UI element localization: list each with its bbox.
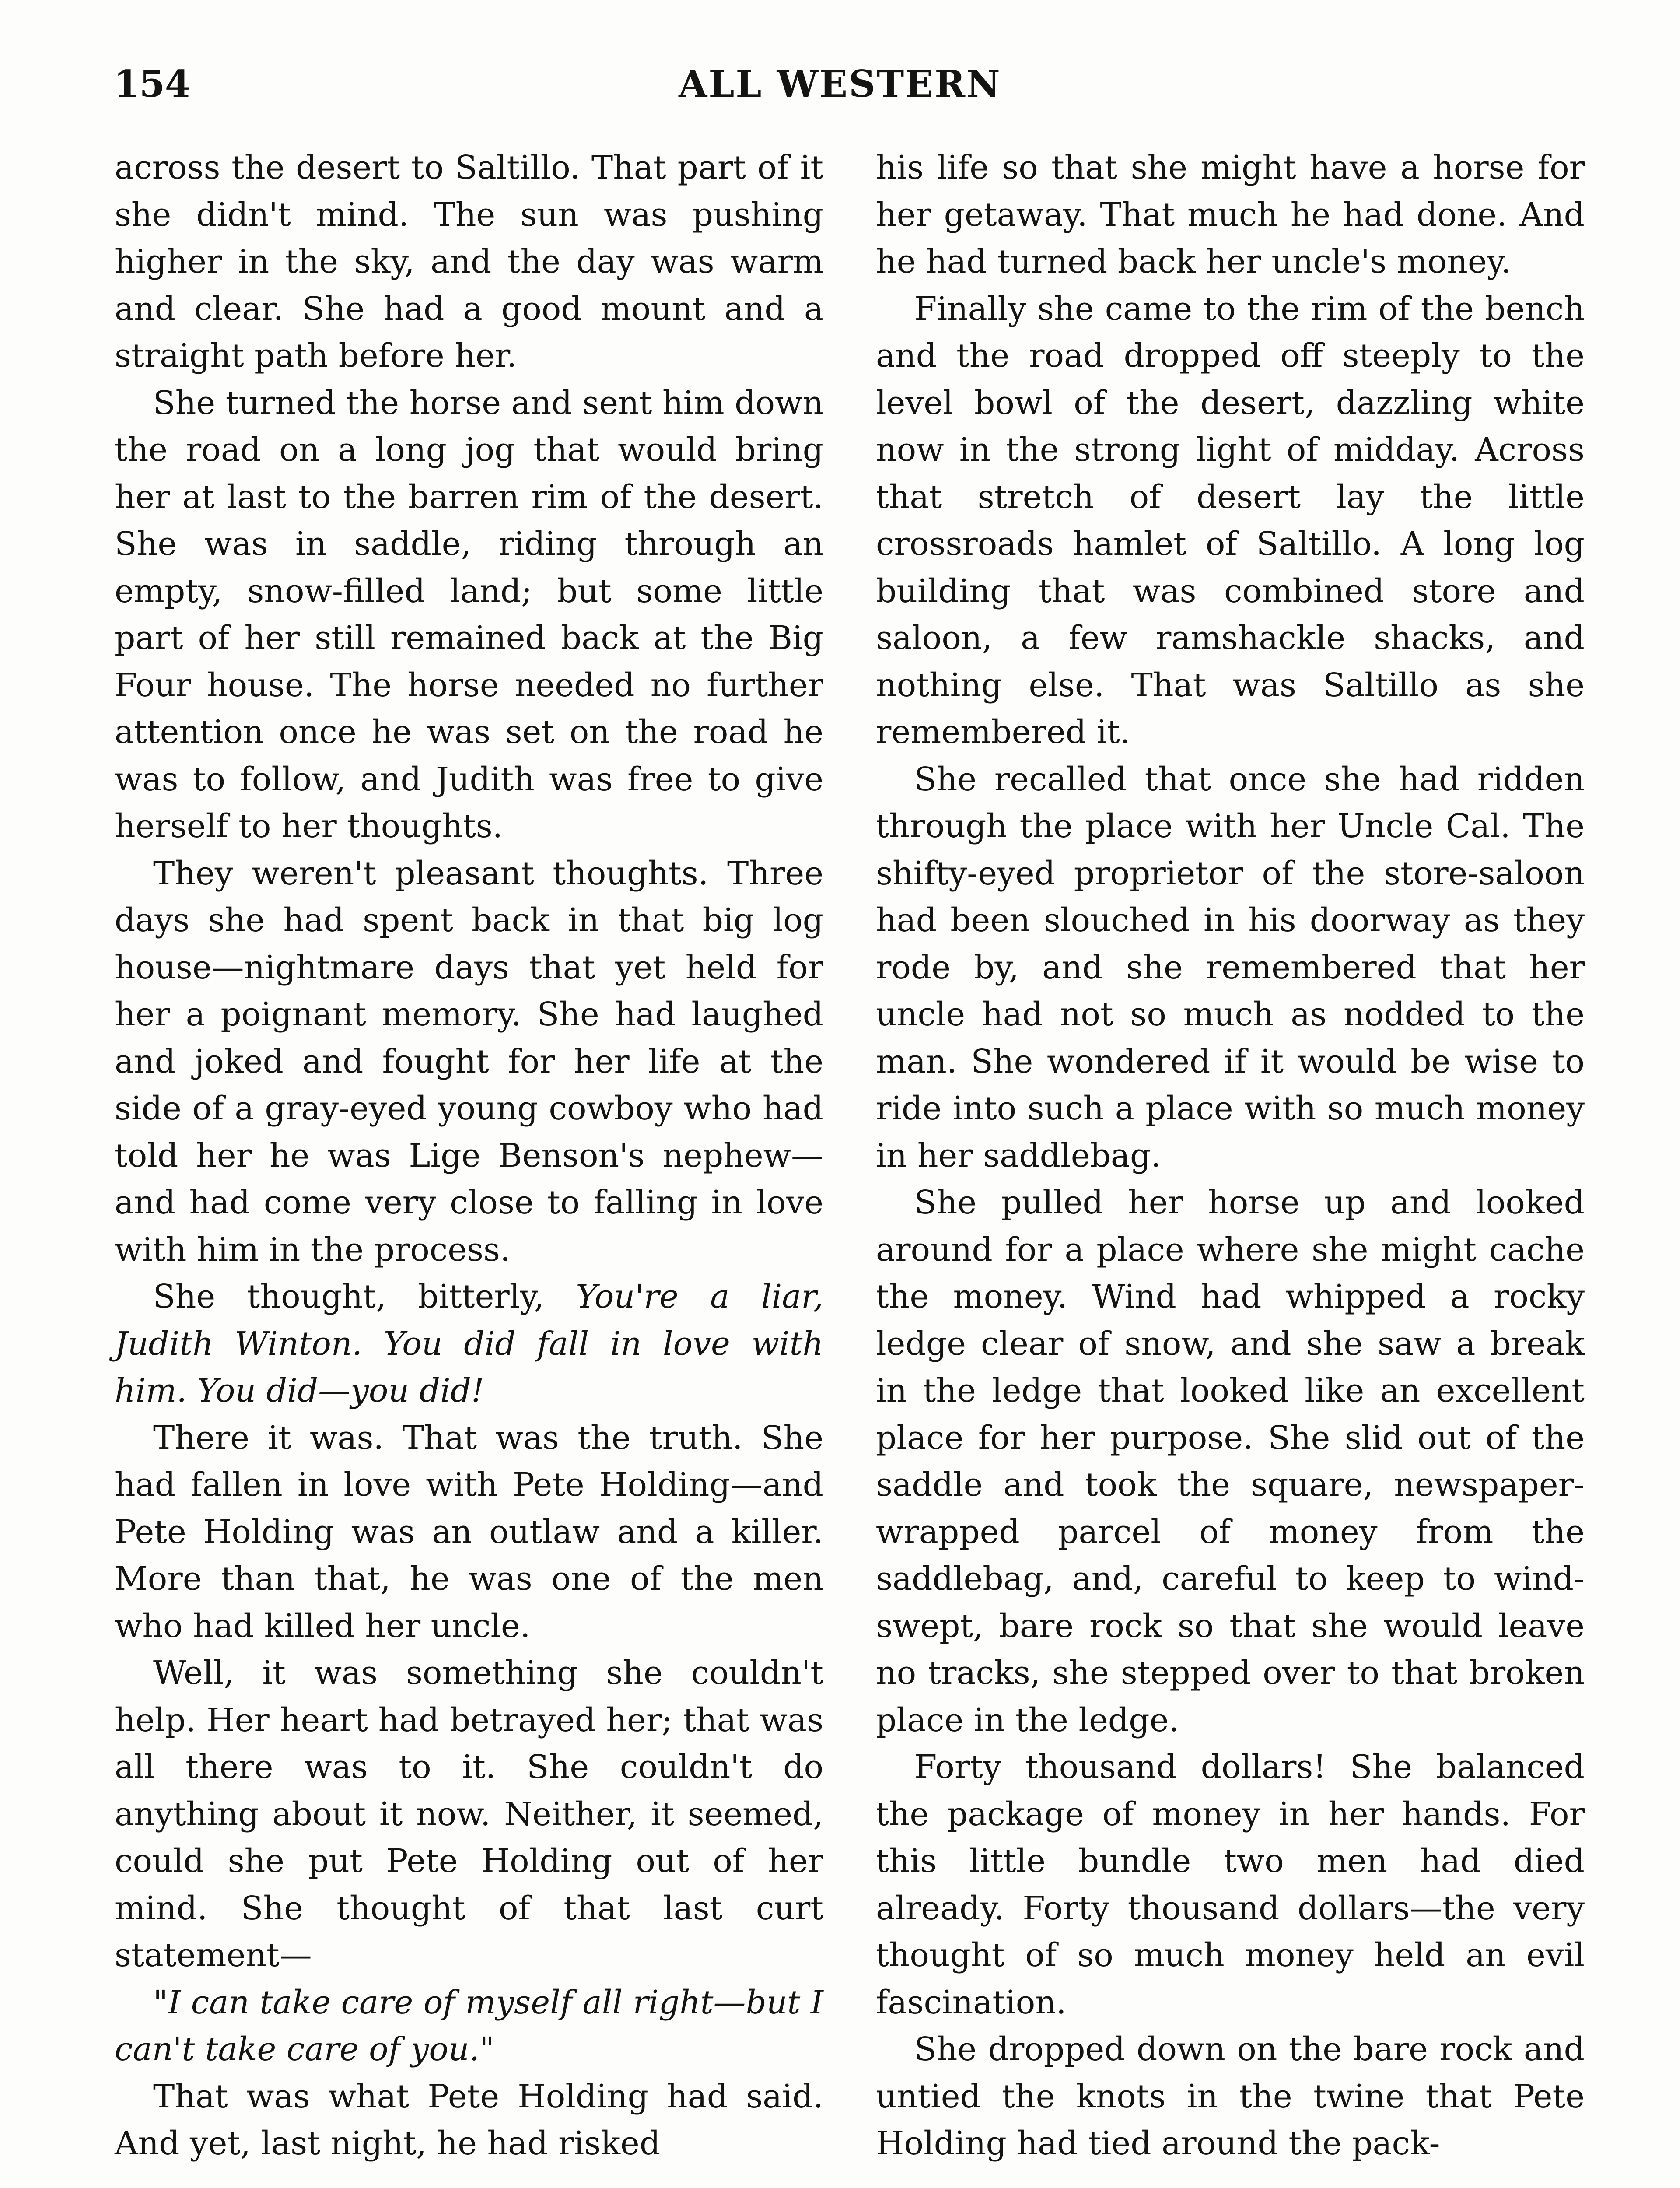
right-column [876,144,1585,2167]
paragraph: There it was. That was the truth. She had fallen in love with Pete Holding—and Pete Holding was an outlaw and a killer. More than that, he was one of the men who had killed her uncle. [115,1419,823,1645]
italic-quote: "I can take care of myself all right—but I can't take care of you." [115,1983,823,2068]
page-number: 154 [114,62,191,105]
paragraph: She pulled her horse up and looked around for a place where she might cache the money. Wind had whipped a rocky ledge clear of snow, and she saw a break in the ledge that looked like an excellent place for her purpose. She slid out of the saddle and took the square, newspaper-wrapped parcel of money from the saddlebag, and, careful to keep to wind-swept, bare rock so that she would leave no tracks, she stepped over to that broken place in the ledge. [876,1184,1585,1739]
paragraph: Forty thousand dollars! She balanced the package of money in her hands. For this little bundle two men had died already. Forty thousand dollars—the very thought of so much money held an evil fascination. [876,1748,1585,2021]
paragraph: across the desert to Saltillo. That part of it she didn't mind. The sun was pushing higher in the sky, and the day was warm and clear. She had a good mount and a straight path before her. [115,149,823,375]
paragraph: She turned the horse and sent him down the road on a long jog that would bring her at last to the barren rim of the desert. She was in saddle, riding through an empty, snow-filled land; but some little part of her still remained back at the Big Four house. The horse needed no further attention once he was set on the road he was to follow, and Judith was free to give herself to her thoughts. [115,384,823,845]
paragraph: Finally she came to the rim of the bench and the road dropped off steeply to the level bowl of the desert, dazzling white now in the strong light of midday. Across that stretch of desert lay the little crossroads hamlet of Saltillo. A long log building that was combined store and saloon, a few ramshackle shacks, and nothing else. That was Saltillo as she remembered it. [876,290,1585,751]
italic-thought: You're a liar, Judith Winton. You did fall in love with him. You did—you did! [115,1278,823,1410]
paragraph: She dropped down on the bare rock and untied the knots in the twine that Pete Holding had tied around the pack- [876,2030,1585,2162]
paragraph-text: She thought, bitterly, [153,1278,576,1315]
paragraph: She recalled that once she had ridden through the place with her Uncle Cal. The shifty-eyed proprietor of the store-saloon had been slouched in his doorway as they rode by, and she remembered that her uncle had not so much as nodded to the man. She wondered if it would be wise to ride into such a place with so much money in her saddlebag. [876,760,1585,1175]
paragraph: That was what Pete Holding had said. And yet, last night, he had risked [115,2077,823,2162]
paragraph: Well, it was something she couldn't help. Her heart had betrayed her; that was all there was to it. She couldn't do anything about it now. Neither, it seemed, could she put Pete Holding out of her mind. She thought of that last curt statement— [115,1654,823,1974]
left-column [115,144,823,2167]
paragraph [115,1273,823,1415]
paragraph: They weren't pleasant thoughts. Three days she had spent back in that big log house—nightmare days that yet held for her a poignant memory. She had laughed and joked and fought for her life at the side of a gray-eyed young cowboy who had told her he was Lige Benson's nephew—and had come very close to falling in love with him in the process. [115,854,823,1269]
paragraph [115,1979,823,2073]
paragraph: his life so that she might have a horse for her getaway. That much he had done. And he had turned back her uncle's money. [876,149,1585,281]
running-title: ALL WESTERN [679,62,1001,105]
